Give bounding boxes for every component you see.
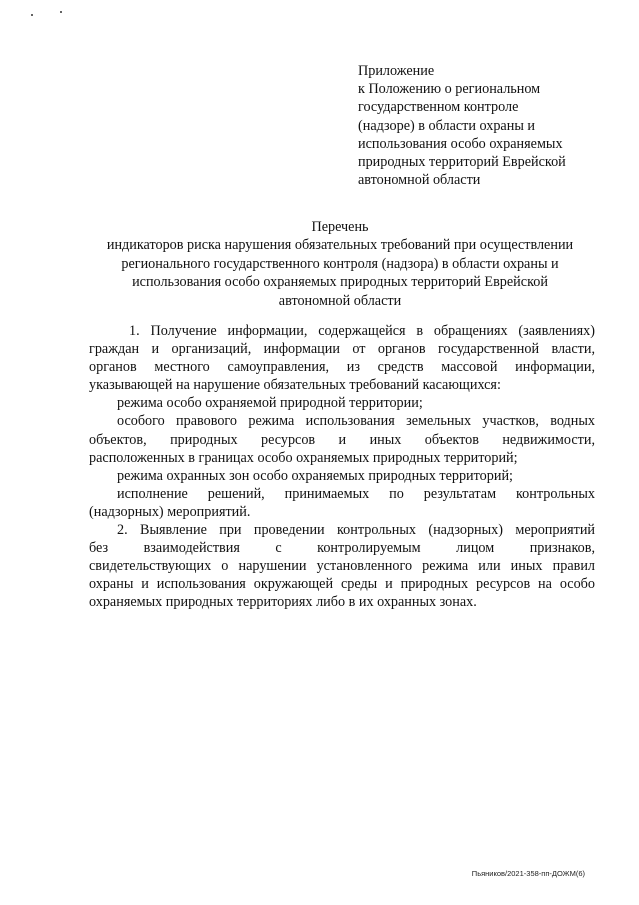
appendix-line: использования особо охраняемых [358, 135, 563, 152]
text-line: режима охранных зон особо охраняемых природных территорий; [117, 467, 513, 484]
paragraph-6 [89, 521, 595, 611]
title-line: использования особо охраняемых природных территорий Еврейской [132, 274, 548, 291]
paragraph-1 [89, 322, 595, 394]
appendix-line: государственном контроле [358, 99, 519, 116]
text-line: 1. Получение информации, содержащейся в обращениях (заявлениях) [129, 323, 595, 339]
text-line: органов местного самоуправления, из средств массовой информации, [89, 359, 595, 376]
appendix-line: (надзоре) в области охраны и [358, 117, 535, 134]
title-line: автономной области [278, 292, 402, 309]
text-line: особого правового режима использования земельных участков, водных [117, 413, 595, 430]
text-line: без взаимодействия с контролируемым лицом признаков, [89, 540, 595, 557]
paragraph-3 [89, 412, 595, 466]
text-line: объектов, природных ресурсов и иных объектов недвижимости, [89, 431, 595, 448]
appendix-line: к Положению о региональном [358, 81, 541, 98]
scan-dot [60, 11, 62, 13]
appendix-line: Приложение [358, 63, 435, 79]
text-line: охраны и использования окружающей среды и природных ресурсов на особо [89, 576, 595, 593]
text-line: свидетельствующих о нарушении установленного режима или иных правил [89, 558, 595, 575]
text-line: охраняемых природных территориях либо в их охранных зонах. [89, 594, 477, 611]
scan-dot [31, 14, 33, 16]
document-body [89, 322, 595, 612]
text-line: исполнение решений, принимаемых по результатам контрольных [117, 485, 595, 502]
paragraph-4 [89, 467, 595, 485]
document-title [60, 218, 620, 310]
appendix-header [358, 62, 618, 189]
document-footer-code: Пьяников/2021-358-пп-ДОЖМ(6) [471, 869, 585, 878]
appendix-line: природных территорий Еврейской [358, 154, 566, 171]
text-line: граждан и организаций, информации от органов государственной власти, [89, 341, 595, 358]
text-line: расположенных в границах особо охраняемых природных территорий; [89, 449, 518, 466]
title-line: индикаторов риска нарушения обязательных требований при осуществлении [106, 237, 574, 254]
text-line: указывающей на нарушение обязательных требований касающихся: [89, 377, 501, 394]
title-line: регионального государственного контроля (надзора) в области охраны и [121, 255, 559, 272]
paragraph-5 [89, 485, 595, 521]
title-heading: Перечень [311, 219, 369, 235]
paragraph-2 [89, 394, 595, 412]
text-line: (надзорных) мероприятий. [89, 503, 251, 520]
appendix-line: автономной области [358, 172, 481, 189]
text-line: 2. Выявление при проведении контрольных (надзорных) мероприятий [117, 522, 595, 539]
text-line: режима особо охраняемой природной территории; [117, 395, 423, 412]
